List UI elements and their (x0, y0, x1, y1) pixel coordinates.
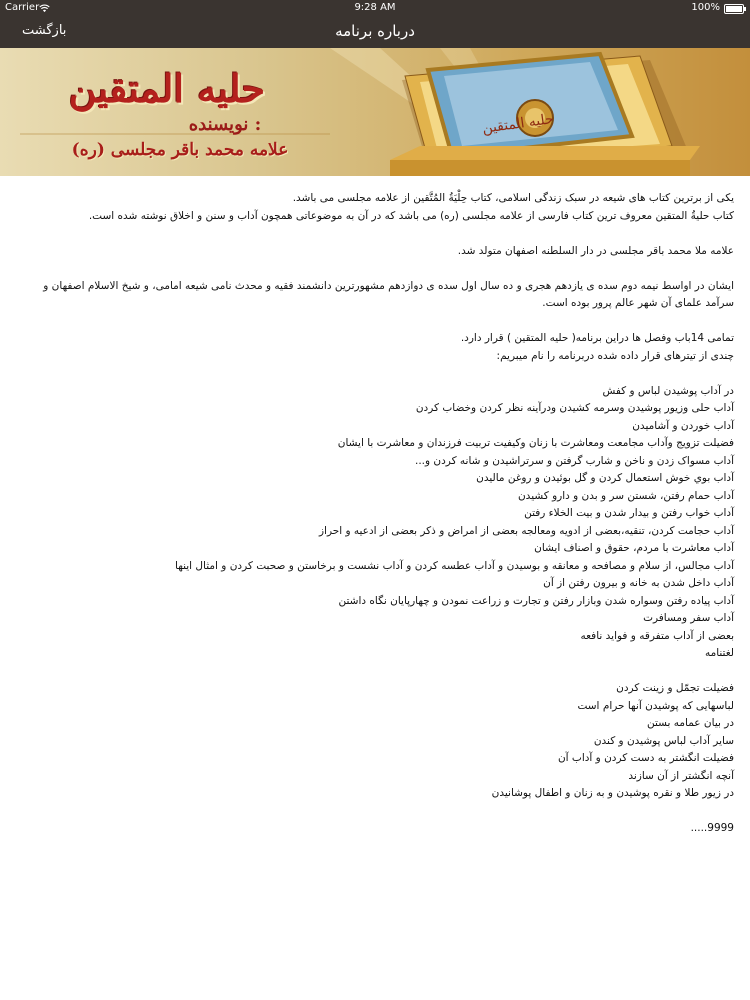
about-content (16, 190, 734, 838)
chapter-item: فضیلت تزویج وآداب مجامعت ومعاشرت با زنان وکیفیت تربیت فرزندان و معاشرت با ایشان (337, 437, 734, 449)
chapter-item: بعضی از آداب متفرقه و فواید نافعه (580, 629, 734, 642)
chapter-item: آداب خوردن و آشامیدن (632, 419, 734, 432)
content-ending: 9999..... (690, 822, 734, 834)
battery-icon (724, 4, 744, 14)
chapter-item: آداب مسواک زدن و ناخن و شارب گرفتن و سرتراشیدن و شانه کردن و... (414, 454, 734, 467)
chapter-item: لغتنامه (704, 647, 734, 659)
banner-title: حلیه المتقین (68, 66, 266, 111)
chapters-intro-line: چندی از تیترهای قرار داده شده دربرنامه را نام میبریم: (496, 349, 734, 362)
chapter-item: آداب حمام رفتن، شستن سر و بدن و دارو کشیدن (517, 489, 734, 502)
header-banner (0, 48, 750, 176)
chapter-item: آداب مجالس، از سلام و مصافحه و معانقه و بوسیدن و آداب عطسه کردن و آداب نشست و برخاستن و صحبت کردن و امثال اینها (175, 559, 734, 572)
carrier-label: Carrier (5, 2, 40, 13)
bio-paragraph: ایشان در اواسط نیمه دوم سده ی یازدهم هجری و ده سال اول سده ی دوازدهم مشهورترین دانشمند فقیه و محدث نامی شیعه امامی، و شیخ الاسلام اصفهان و سرآمد علمای آن شهر عالم پرور بوده است. (43, 279, 734, 309)
page-title: درباره برنامه (335, 22, 415, 40)
status-time: 9:28 AM (354, 2, 396, 13)
chapter-item: آداب خواب رفتن و بیدار شدن و بیت الخلاء رفتن (524, 507, 734, 519)
intro-line: کتاب حلیةُ المتقین معروف ترین کتاب فارسی از علامه مجلسی (ره) می باشد که در آن به موضوعاتی همچون آداب و سنن و اخلاق نوشته شده است. (88, 209, 734, 222)
status-bar (0, 0, 750, 16)
topic-item: در بیان عمامه بستن (647, 717, 734, 729)
topic-item: فضیلت تجمّل و زینت کردن (616, 682, 734, 694)
chapter-item: آداب حجامت کردن، تنقیه،بعضی از ادویه ومعالجه بعضی از امراض و ذکر بعضی از ادعیه و احراز (318, 524, 734, 537)
topic-item: فضیلت انگشتر به دست کردن و آداب آن (557, 752, 734, 764)
topic-item: در زیور طلا و نقره پوشیدن و به زنان و اطفال پوشانیدن (491, 787, 734, 799)
chapter-item: آداب داخل شدن به خانه و بیرون رفتن از آن (543, 577, 734, 589)
chapter-item: آداب پیاده رفتن وسواره شدن وبازار رفتن و تجارت و زراعت نمودن و چهارپایان نگاه داشتن (338, 594, 734, 607)
topic-item: لباسهایی که پوشیدن آنها حرام است (577, 699, 734, 712)
author-name: علامه محمد باقر مجلسی (ره) (71, 140, 289, 160)
battery-percent: 100% (691, 2, 720, 13)
chapter-item: آداب سفر ومسافرت (643, 612, 734, 624)
navigation-bar (0, 16, 750, 48)
intro-line: یکی از برترین کتاب های شیعه در سبک زندگی اسلامی، کتاب حِلْيَةُ المُتَّقين از علامه مجلسی می باشد. (292, 192, 734, 204)
chapters-intro-line: تمامی 14باب وفصل ها دراین برنامه( حلیه المتقین ) قرار دارد. (460, 332, 734, 344)
back-button[interactable]: بازگشت (22, 23, 67, 38)
topic-item: آنچه انگشتر از آن سازند (628, 769, 734, 782)
author-label: نویسنده : (188, 114, 262, 135)
chapter-item: در آداب پوشیدن لباس و کفش (602, 384, 734, 397)
book-cover-title: حلیه المتقین (481, 111, 555, 137)
chapter-item: آداب حلی وزیور پوشیدن وسرمه کشیدن ودرآینه نظر کردن وخضاب کردن (415, 402, 734, 414)
topic-item: سایر آداب لباس پوشیدن و کندن (593, 734, 734, 747)
birth-paragraph: علامه ملا محمد باقر مجلسی در دار السلطنه اصفهان متولد شد. (457, 244, 734, 257)
chapter-item: آداب معاشرت با مردم، حقوق و اصناف ایشان (534, 542, 734, 554)
chapter-item: آداب بوي خوش استعمال کردن و گل بوئیدن و روغن مالیدن (476, 472, 734, 484)
